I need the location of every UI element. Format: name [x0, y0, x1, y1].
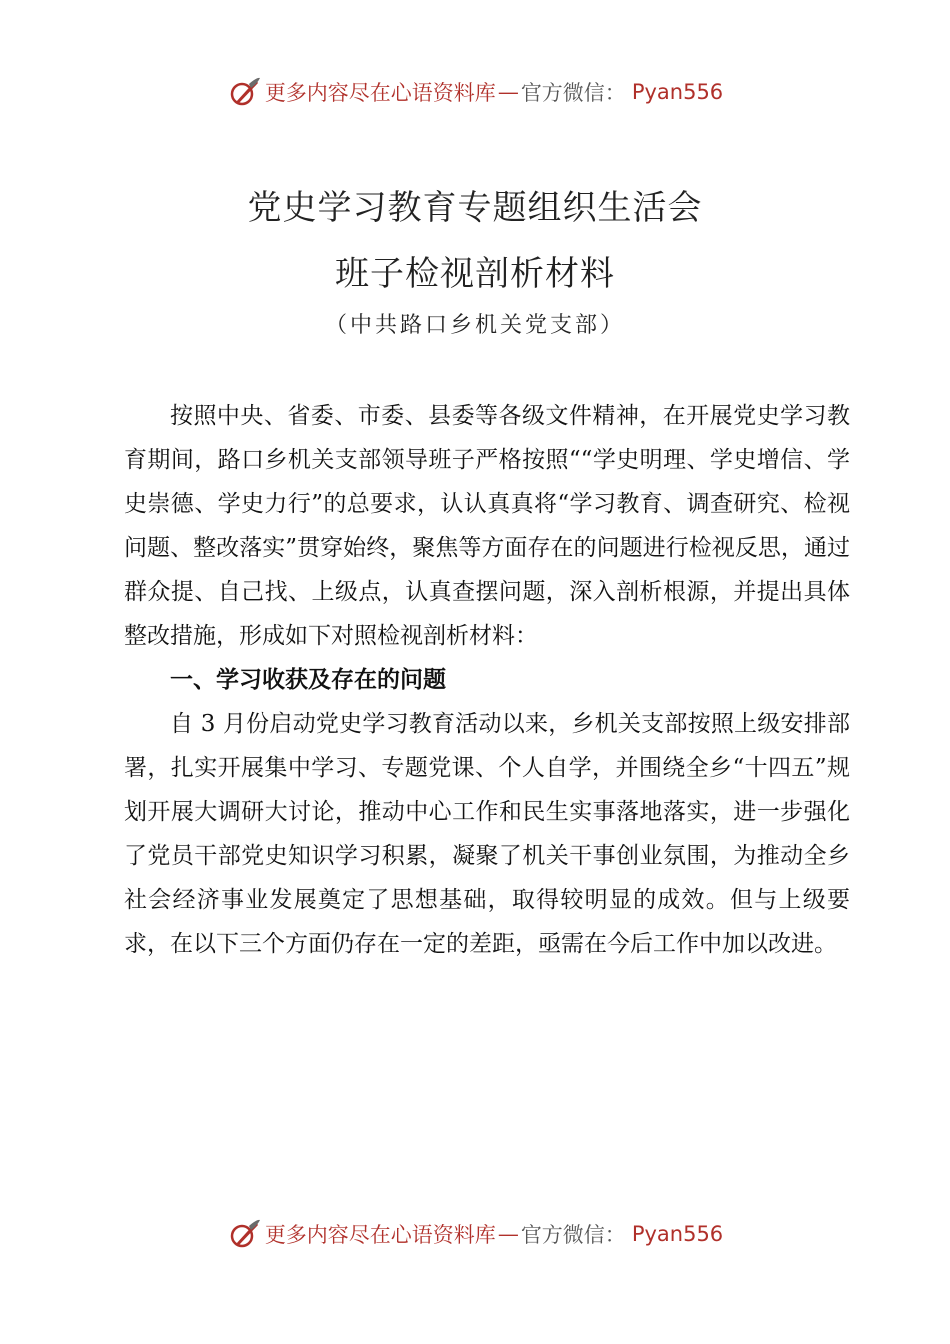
watermark-banner-bottom: [0, 1214, 950, 1254]
body-paragraph-1: 按照中央、省委、市委、县委等各级文件精神，在开展党史学习教育期间，路口乡机关支部领导班子严格按照““学史明理、学史增信、学史崇德、学史力行”的总要求，认认真真将“学习教育、调查研究、检视问题、整改落实”贯穿始终，聚焦等方面存在的问题进行检视反思，通过群众提、自己找、上级点，认真查摆问题，深入剖析根源，并提出具体整改措施，形成如下对照检视剖析材料：: [124, 403, 850, 649]
document-body: [124, 394, 850, 966]
quill-pen-logo-icon: [227, 75, 261, 109]
watermark-text: 更多内容尽在心语资料库: [264, 1223, 496, 1247]
watermark-wechat-label: 官方微信：: [520, 81, 626, 105]
watermark-wechat-label: 官方微信：: [520, 1223, 626, 1247]
watermark-banner-top: [0, 72, 950, 112]
watermark-text: 更多内容尽在心语资料库: [264, 81, 496, 105]
document-title-line2: 班子检视剖析材料: [335, 254, 615, 294]
watermark-dash: —: [497, 1222, 519, 1246]
watermark-wechat-id: Pyan556: [631, 1222, 724, 1246]
document-title-line1: 党史学习教育专题组织生活会: [247, 188, 703, 228]
watermark-dash: —: [497, 80, 519, 104]
document-subtitle: （中共路口乡机关党支部）: [324, 313, 625, 338]
body-paragraph-2: 自 3 月份启动党史学习教育活动以来，乡机关支部按照上级安排部署，扎实开展集中学习、专题党课、个人自学，并围绕全乡“十四五”规划开展大调研大讨论，推动中心工作和民生实事落地落实，进一步强化了党员干部党史知识学习积累，凝聚了机关干事创业氛围，为推动全乡社会经济事业发展奠定了思想基础，取得较明显的成效。但与上级要求，在以下三个方面仍存在一定的差距，亟需在今后工作中加以改进。: [124, 711, 850, 957]
section-heading-1: 一、学习收获及存在的问题: [170, 667, 446, 693]
quill-pen-logo-icon: [227, 1217, 261, 1251]
watermark-wechat-id: Pyan556: [631, 80, 724, 104]
